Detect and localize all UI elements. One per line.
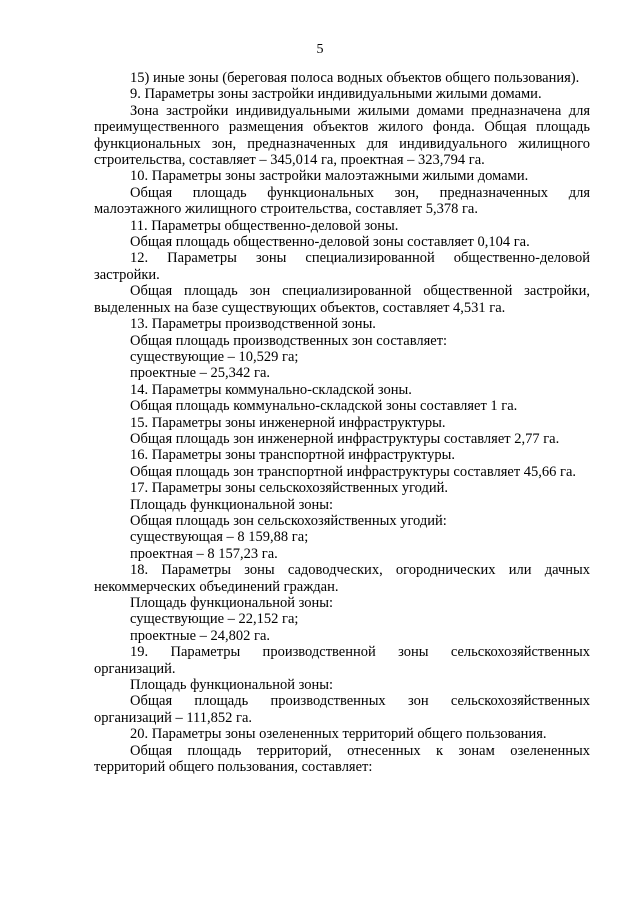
paragraph-section-10: Общая площадь функциональных зон, предназначенных для малоэтажного жилищного строительства, составляет 5,378 га. xyxy=(94,184,590,218)
heading-section-14: 14. Параметры коммунально-складской зоны. xyxy=(130,381,412,398)
document-body xyxy=(94,70,590,775)
paragraph-zones-15: 15) иные зоны (береговая полоса водных объектов общего пользования). xyxy=(130,70,580,86)
list-item-existing: существующая – 8 159,88 га; xyxy=(130,529,309,546)
paragraph-section-12: Общая площадь зон специализированной общественной застройки, выделенных на базе существующих объектов, составляет 4,531 га. xyxy=(94,283,590,316)
list-item-existing: существующие – 22,152 га; xyxy=(130,611,299,628)
heading-section-18: 18. Параметры зоны садоводческих, огороднических или дачных некоммерческих объединений граждан. xyxy=(94,562,590,595)
list-item-projected: проектная – 8 157,23 га. xyxy=(130,545,278,562)
heading-section-19: 19. Параметры производственной зоны сельскохозяйственных организаций. xyxy=(94,644,590,677)
heading-section-17: 17. Параметры зоны сельскохозяйственных угодий. xyxy=(130,480,449,497)
paragraph-section-20: Общая площадь территорий, отнесенных к зонам озелененных территорий общего пользования, составляет: xyxy=(94,742,590,776)
paragraph-section-17: Площадь функциональной зоны: xyxy=(130,496,334,513)
heading-section-9: 9. Параметры зоны застройки индивидуальными жилыми домами. xyxy=(130,86,542,103)
paragraph-section-19: Площадь функциональной зоны: xyxy=(130,677,334,694)
heading-section-10: 10. Параметры зоны застройки малоэтажными жилыми домами. xyxy=(130,168,529,185)
page-number: 5 xyxy=(316,42,324,57)
paragraph-section-11: Общая площадь общественно-деловой зоны составляет 0,104 га. xyxy=(130,234,530,251)
heading-section-11: 11. Параметры общественно-деловой зоны. xyxy=(130,217,399,234)
paragraph-section-18: Площадь функциональной зоны: xyxy=(130,595,334,611)
paragraph-section-14: Общая площадь коммунально-складской зоны составляет 1 га. xyxy=(130,398,518,415)
paragraph-section-9: Зона застройки индивидуальными жилыми домами предназначена для преимущественного размещения объектов жилого фонда. Общая площадь функциональных зон, предназначенных для индивидуального жилищного строительства, составляет – 345,014 га, проектная – 323,794 га. xyxy=(94,102,590,169)
paragraph-section-19-total: Общая площадь производственных зон сельскохозяйственных организаций – 111,852 га. xyxy=(94,693,590,726)
list-item-projected: проектные – 24,802 га. xyxy=(130,627,271,644)
heading-section-16: 16. Параметры зоны транспортной инфраструктуры. xyxy=(130,447,456,464)
paragraph-section-17-total: Общая площадь зон сельскохозяйственных угодий: xyxy=(130,512,447,529)
heading-section-13: 13. Параметры производственной зоны. xyxy=(130,316,376,333)
heading-section-20: 20. Параметры зоны озелененных территорий общего пользования. xyxy=(130,726,547,743)
paragraph-section-13: Общая площадь производственных зон составляет: xyxy=(130,332,448,349)
heading-section-15: 15. Параметры зоны инженерной инфраструктуры. xyxy=(130,414,446,431)
heading-section-12: 12. Параметры зоны специализированной общественно-деловой застройки. xyxy=(94,250,590,283)
list-item-existing: существующие – 10,529 га; xyxy=(130,348,299,365)
list-item-projected: проектные – 25,342 га. xyxy=(130,365,271,382)
paragraph-section-16: Общая площадь зон транспортной инфраструктуры составляет 45,66 га. xyxy=(130,463,577,480)
paragraph-section-15: Общая площадь зон инженерной инфраструктуры составляет 2,77 га. xyxy=(130,430,560,447)
